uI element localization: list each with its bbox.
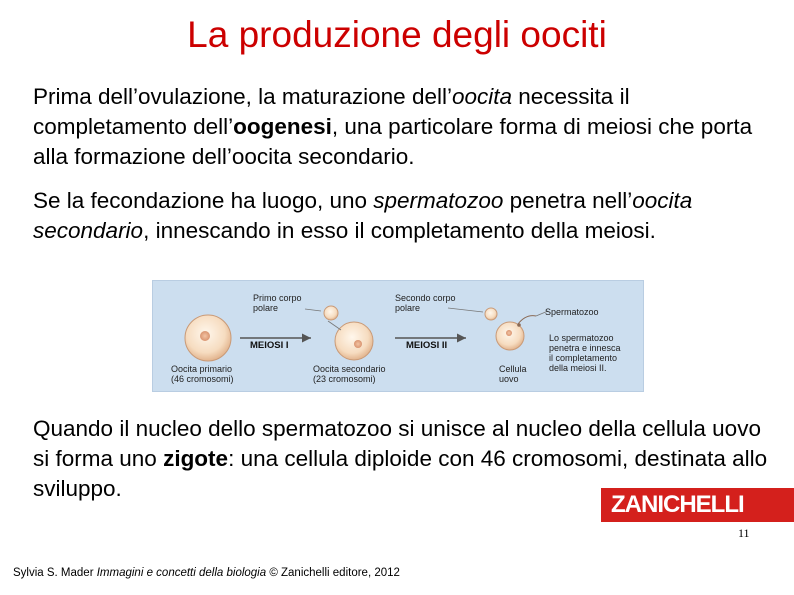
page-number: 11 xyxy=(738,526,750,540)
zanichelli-logo: ZANICHELLI xyxy=(601,488,794,522)
term-zigote: zigote xyxy=(163,446,229,471)
term-oocita: oocita xyxy=(451,84,513,109)
label-oocita-primario: Oocita primario (46 cromosomi) xyxy=(171,364,234,384)
paragraph-fecondazione: Se la fecondazione ha luogo, uno spermatozoo penetra nell’oocita secondario, innescando in esso il completamento della meiosi. xyxy=(33,188,693,243)
paragraph-zigote: Quando il nucleo dello spermatozoo si unisce al nucleo della cellula uovo si forma uno zigote: una cellula diploide con 46 cromosomi, destinata allo sviluppo. xyxy=(33,416,768,501)
meiosis-figure xyxy=(152,280,644,392)
book-title: Immagini e concetti della biologia xyxy=(96,567,267,579)
label-secondo-corpo: Secondo corpo polare xyxy=(395,293,456,313)
label-spermatozoo: Spermatozoo xyxy=(545,307,599,317)
label-oocita-secondario: Oocita secondario (23 cromosomi) xyxy=(313,364,386,384)
slide-title: La produzione degli oociti xyxy=(187,14,607,55)
cellula-uovo-cell xyxy=(485,308,536,350)
label-nota-spermatozoo: Lo spermatozoo penetra e innesca il completamento della meiosi II. xyxy=(549,333,621,373)
term-oogenesi: oogenesi xyxy=(233,114,332,139)
term-spermatozoo: spermatozoo xyxy=(373,188,504,213)
label-meiosi-1: MEIOSI I xyxy=(250,340,289,351)
term-oocita-secondario: oocita secondario xyxy=(33,188,693,243)
label-primo-corpo: Primo corpo polare xyxy=(253,293,302,313)
label-meiosi-2: MEIOSI II xyxy=(406,340,448,351)
secondo-corpo-polare xyxy=(485,308,497,320)
paragraph-oogenesis: Prima dell’ovulazione, la maturazione dell’oocita necessita il completamento dell’oogenesi, una particolare forma di meiosi che porta alla formazione dell’oocita secondario. xyxy=(33,84,753,169)
label-cellula-uovo: Cellula uovo xyxy=(499,364,527,384)
oocita-primario-cell xyxy=(185,315,231,361)
spermatozoo-shape xyxy=(518,316,536,324)
oocita-secondario-cell xyxy=(324,306,373,360)
primo-corpo-polare xyxy=(324,306,338,320)
footer-citation: Sylvia S. Mader Immagini e concetti della biologia © Zanichelli editore, 2012 xyxy=(13,567,400,579)
